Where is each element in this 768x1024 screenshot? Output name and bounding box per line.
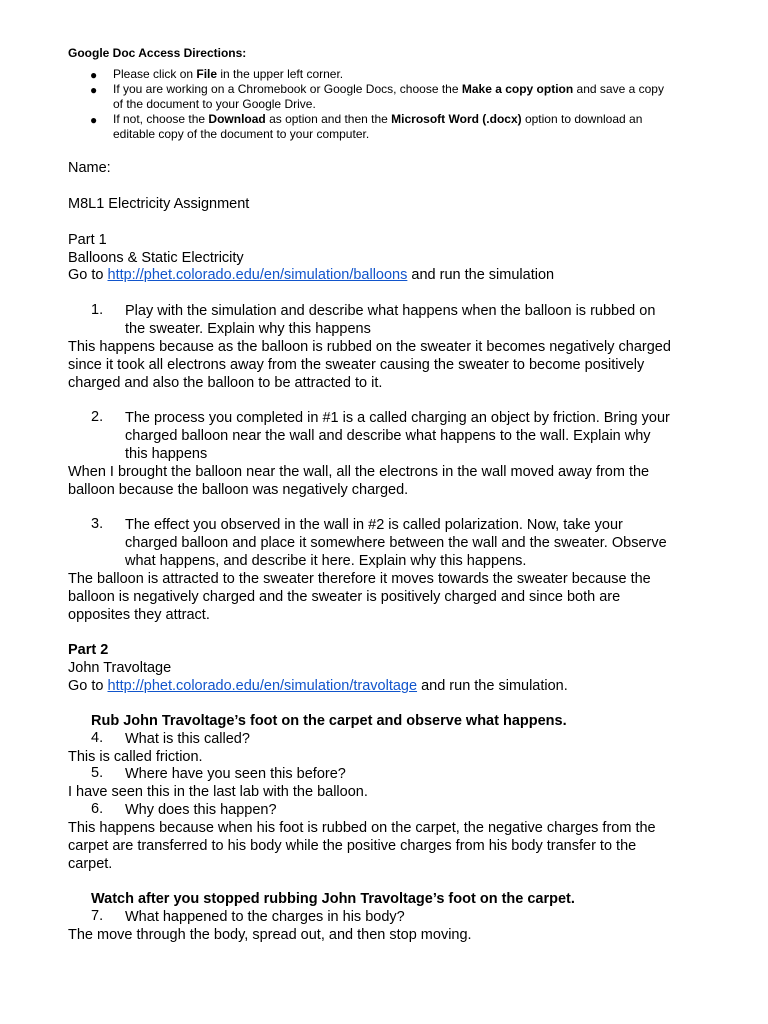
balloons-link[interactable]: http://phet.colorado.edu/en/simulation/balloons	[107, 267, 408, 283]
name-label: Name:	[68, 160, 111, 176]
question-number: 2.	[91, 409, 104, 425]
part1-label: Part 1	[68, 232, 107, 248]
assignment-title: M8L1 Electricity Assignment	[68, 196, 250, 212]
access-heading: Google Doc Access Directions:	[68, 46, 247, 60]
question-5: Where have you seen this before?	[125, 766, 346, 782]
bullet-icon: ●	[90, 68, 98, 82]
question-number: 3.	[91, 516, 104, 532]
answer-3: The balloon is attracted to the sweater therefore it moves towards the sweater because the balloon is negatively charged and the sweater is positively charged and since both are opposites they attract.	[68, 571, 651, 623]
answer-2: When I brought the balloon near the wall, all the electrons in the wall moved away from the balloon because the balloon was negatively charged.	[68, 464, 650, 498]
part2-label: Part 2	[68, 642, 109, 658]
part1-goto: Go to http://phet.colorado.edu/en/simulation/balloons and run the simulation	[68, 267, 555, 283]
question-1: Play with the simulation and describe what happens when the balloon is rubbed on the sweater. Explain why this happens	[125, 303, 656, 337]
part1-subtitle: Balloons & Static Electricity	[68, 250, 244, 266]
part2-goto: Go to http://phet.colorado.edu/en/simulation/travoltage and run the simulation.	[68, 678, 568, 694]
question-7: What happened to the charges in his body?	[125, 909, 405, 925]
question-2: The process you completed in #1 is a called charging an object by friction. Bring your charged balloon near the wall and describe what happens to the wall. Explain why this happens	[125, 410, 670, 462]
access-item-3: If not, choose the Download as option and then the Microsoft Word (.docx) option to download an editable copy of the document to your computer.	[113, 112, 643, 141]
access-item-2: If you are working on a Chromebook or Google Docs, choose the Make a copy option and save a copy of the document to your Google Drive.	[113, 82, 664, 111]
answer-1: This happens because as the balloon is rubbed on the sweater it becomes negatively charged since it took all electrons away from the sweater causing the sweater to become positively charged and also the balloon to be attracted to it.	[68, 339, 671, 391]
answer-7: The move through the body, spread out, and then stop moving.	[68, 927, 472, 943]
question-number: 6.	[91, 801, 104, 817]
instruction-1: Rub John Travoltage’s foot on the carpet and observe what happens.	[91, 713, 567, 729]
question-number: 1.	[91, 302, 104, 318]
answer-4: This is called friction.	[68, 749, 203, 765]
question-6: Why does this happen?	[125, 802, 277, 818]
instruction-2: Watch after you stopped rubbing John Travoltage’s foot on the carpet.	[91, 891, 575, 907]
question-4: What is this called?	[125, 731, 250, 747]
question-3: The effect you observed in the wall in #2 is called polarization. Now, take your charged balloon and place it somewhere between the wall and the sweater. Observe what happens, and describe it here. Explain why this happens.	[125, 517, 667, 569]
bullet-icon: ●	[90, 83, 98, 97]
answer-6: This happens because when his foot is rubbed on the carpet, the negative charges from the carpet are transferred to his body while the positive charges from his body transfer to the carpet.	[68, 820, 656, 872]
question-number: 7.	[91, 908, 104, 924]
answer-5: I have seen this in the last lab with the balloon.	[68, 784, 368, 800]
access-item-1: Please click on File in the upper left corner.	[113, 67, 344, 81]
question-number: 5.	[91, 765, 104, 781]
travoltage-link[interactable]: http://phet.colorado.edu/en/simulation/travoltage	[107, 678, 418, 694]
question-number: 4.	[91, 730, 104, 746]
part2-subtitle: John Travoltage	[68, 660, 172, 676]
bullet-icon: ●	[90, 113, 98, 127]
